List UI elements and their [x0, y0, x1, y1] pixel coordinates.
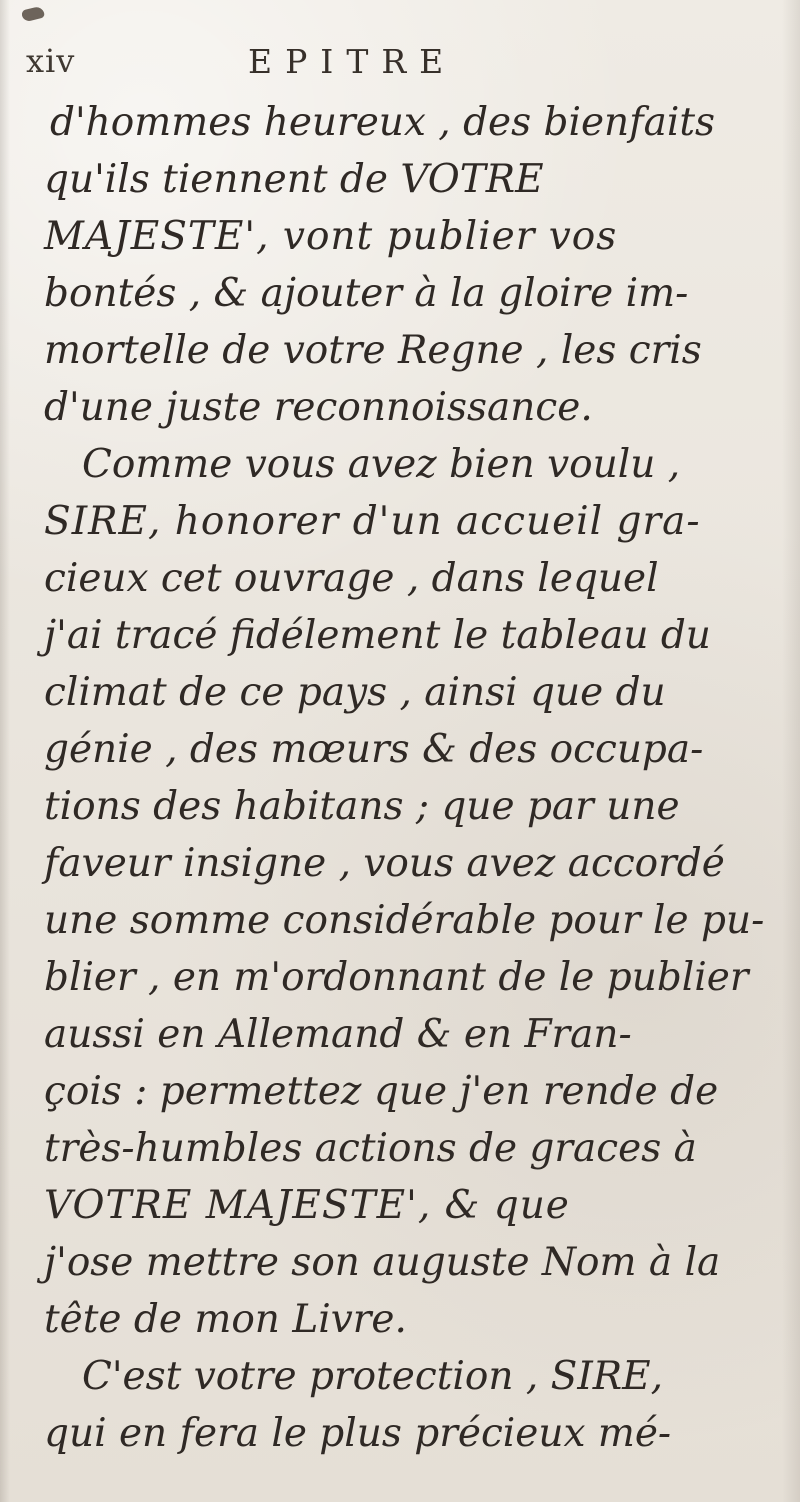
text-line: faveur insigne , vous avez accordé: [44, 841, 725, 886]
text-line: çois : permettez que j'en rende de: [44, 1069, 719, 1114]
page-number: xiv: [26, 42, 76, 80]
page-header: [18, 42, 778, 82]
text-line: mortelle de votre Regne , les cris: [44, 328, 702, 373]
text-line: MAJESTE', vont publier vos: [44, 214, 618, 259]
text-line: bontés , & ajouter à la gloire im-: [44, 271, 689, 316]
text-line: Comme vous avez bien voulu ,: [82, 442, 681, 487]
text-line: climat de ce pays , ainsi que du: [44, 670, 666, 715]
text-line: j'ai tracé fidélement le tableau du: [44, 613, 711, 658]
text-line: qu'ils tiennent de VOTRE: [44, 157, 544, 202]
body-text: [44, 94, 764, 1462]
text-line: qui en fera le plus précieux mé-: [44, 1411, 672, 1456]
text-line: tions des habitans ; que par une: [44, 784, 680, 829]
text-line: d'une juste reconnoissance.: [44, 385, 593, 430]
text-line: blier , en m'ordonnant de le publier: [44, 955, 749, 1000]
ink-stain: [21, 6, 45, 23]
text-line: très-humbles actions de graces à: [44, 1126, 697, 1171]
text-line: tête de mon Livre.: [44, 1297, 407, 1342]
running-title: EPITRE: [248, 42, 457, 81]
text-line: d'hommes heureux , des bienfaits: [50, 100, 716, 145]
text-line: SIRE, honorer d'un accueil gra-: [44, 499, 701, 544]
page-left-shadow: [0, 0, 10, 1502]
page-right-shadow: [782, 0, 800, 1502]
text-line: une somme considérable pour le pu-: [44, 898, 765, 943]
text-line: VOTRE MAJESTE', & que: [44, 1183, 570, 1228]
text-line: j'ose mettre son auguste Nom à la: [44, 1240, 721, 1285]
text-line: C'est votre protection , SIRE,: [82, 1354, 664, 1399]
text-line: aussi en Allemand & en Fran-: [44, 1012, 632, 1057]
text-line: cieux cet ouvrage , dans lequel: [44, 556, 659, 601]
text-line: génie , des mœurs & des occupa-: [44, 727, 704, 772]
